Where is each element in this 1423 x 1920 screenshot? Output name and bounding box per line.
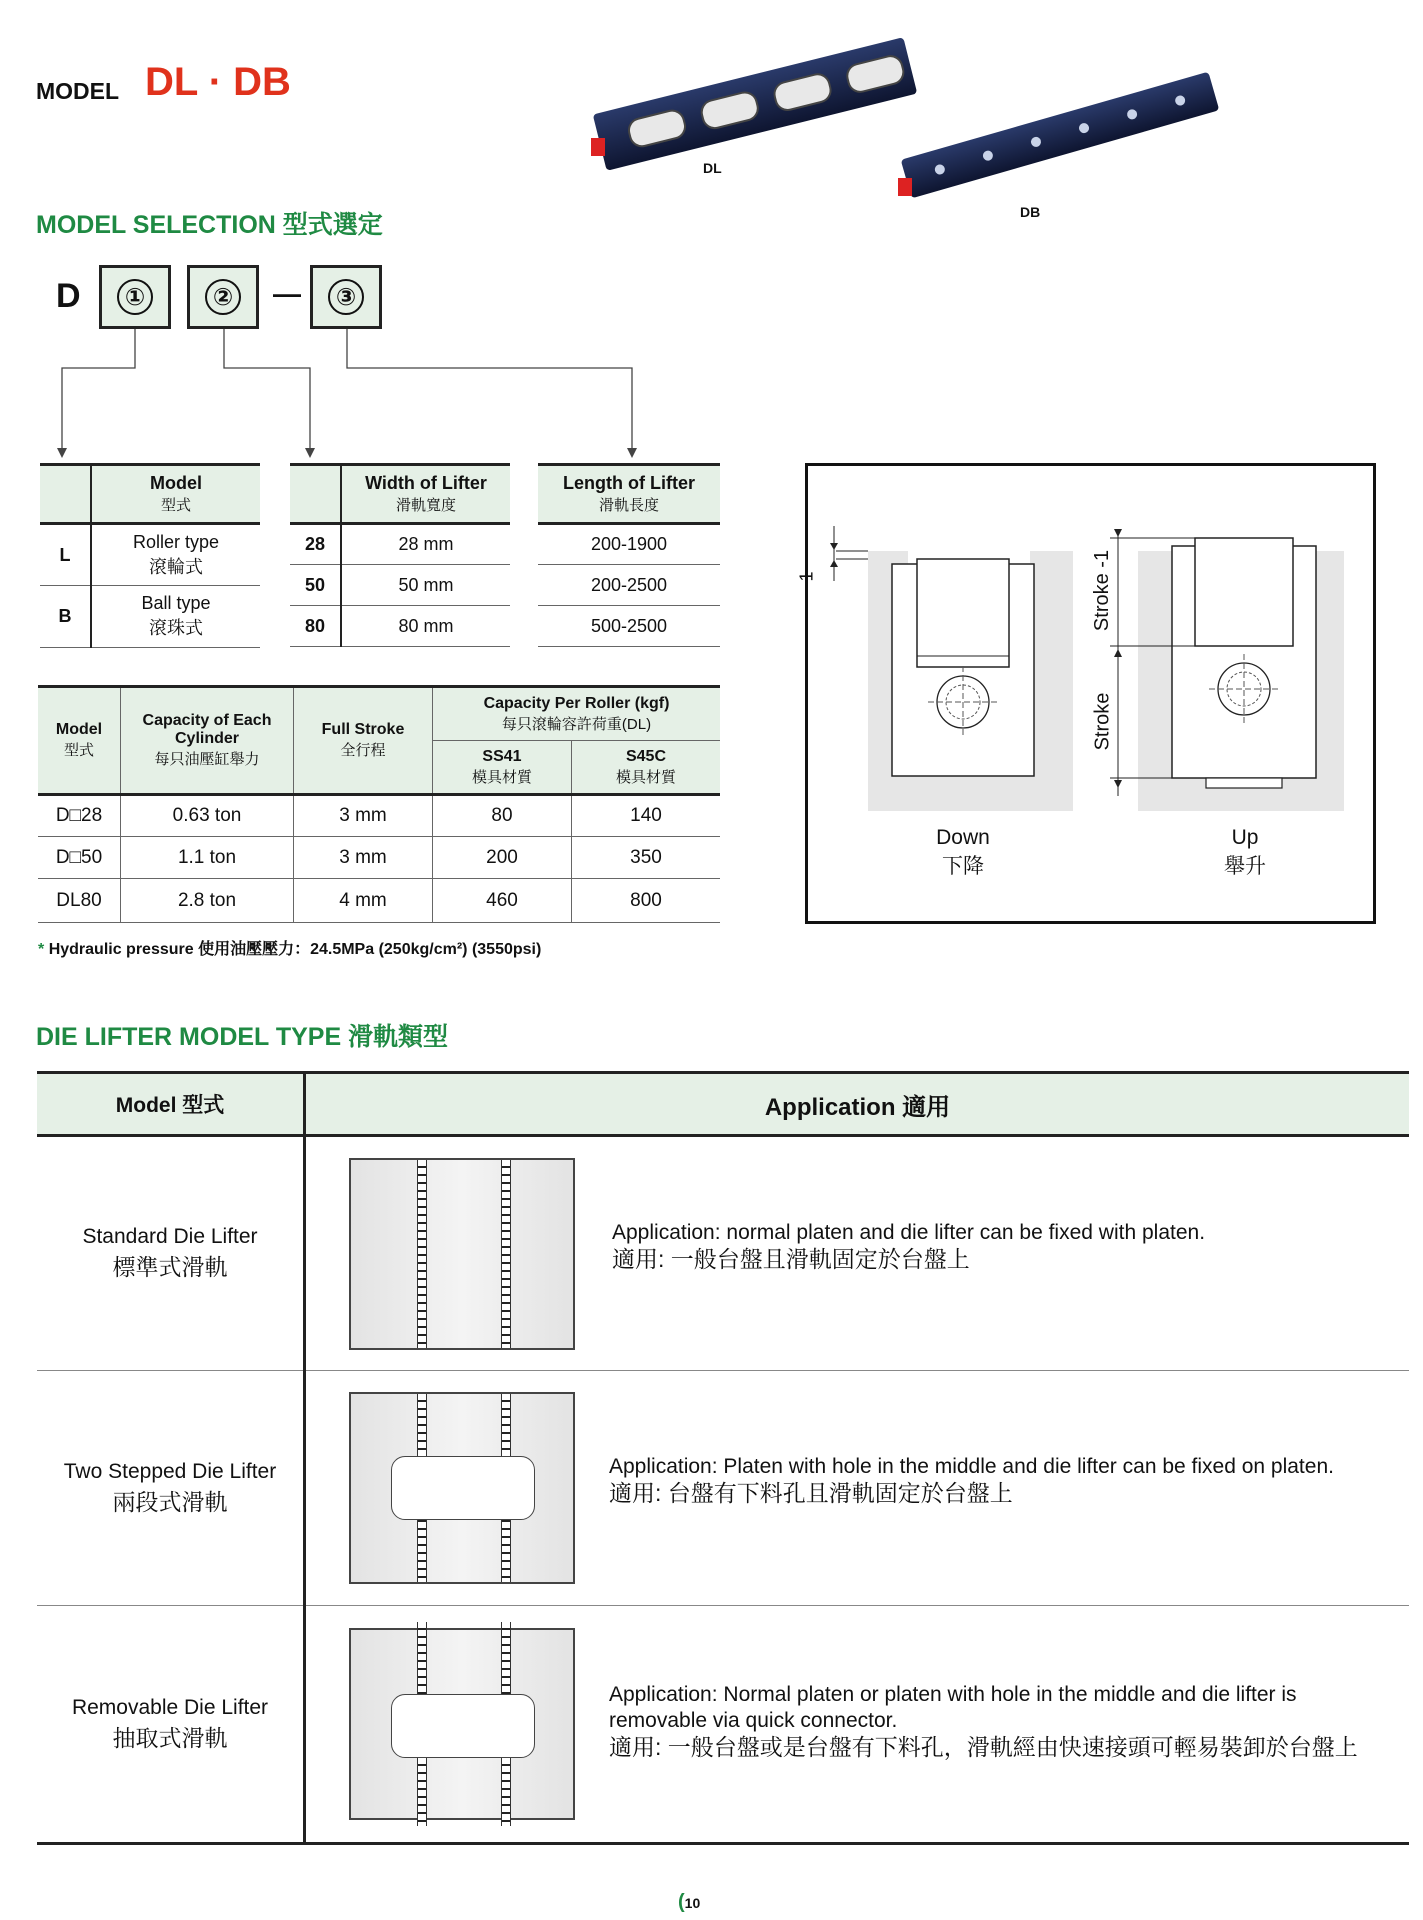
down-en: Down — [936, 826, 990, 849]
application-en: Application: Platen with hole in the middle and die lifter can be fixed on platen. — [609, 1455, 1334, 1478]
length-value: 200-1900 — [538, 524, 720, 565]
code-dash: — — [273, 278, 301, 309]
cap-cylinder: 1.1 ton — [121, 837, 294, 879]
stroke-minus-label: Stroke -1 — [1091, 549, 1114, 632]
hydraulic-note — [38, 936, 541, 959]
cap-h-roller-en: Capacity Per Roller (kgf) — [483, 694, 670, 712]
type-header-model: Model 型式 — [37, 1073, 305, 1136]
slot-number: ② — [205, 279, 241, 315]
model-code-b: B — [40, 586, 91, 648]
application-en: Application: normal platen and die lifter can be fixed with platen. — [612, 1220, 1206, 1244]
capacity-table — [38, 685, 720, 923]
dim-one-label: 1 — [796, 571, 817, 582]
model-header-en: Model — [150, 473, 202, 493]
application-zh: 適用: 台盤有下料孔且滑軌固定於台盤上 — [609, 1480, 1013, 1506]
width-header-zh: 滑軌寬度 — [395, 497, 456, 514]
cap-h-ss41-zh: 模具材質 — [471, 768, 532, 786]
type-name-en: Two Stepped Die Lifter — [63, 1459, 277, 1483]
type-name-zh: 標準式滑軌 — [112, 1254, 228, 1280]
removable-platen-figure — [349, 1628, 575, 1820]
cap-ss41: 80 — [433, 795, 572, 837]
standard-platen-figure — [349, 1158, 575, 1350]
cap-h-roller-zh: 每只滾輪容許荷重(DL) — [501, 715, 652, 733]
length-header-en: Length of Lifter — [563, 473, 695, 493]
length-value: 200-2500 — [538, 565, 720, 606]
type-removable — [37, 1606, 305, 1844]
model-selection-title: MODEL SELECTION 型式選定 — [36, 211, 383, 239]
type-header-application: Application 適用 — [305, 1073, 1410, 1136]
down-zh: 下降 — [942, 855, 984, 878]
cap-h-model-zh: 型式 — [63, 742, 94, 759]
db-photo-label: DB — [1020, 204, 1041, 220]
stroke-label: Stroke — [1091, 692, 1114, 751]
cap-h-stroke-zh: 全行程 — [340, 742, 386, 759]
cap-h-ss41: SS41 — [482, 747, 522, 765]
type-name-en: Removable Die Lifter — [71, 1695, 269, 1719]
width-value: 28 mm — [341, 524, 510, 565]
width-code: 50 — [290, 565, 341, 606]
application-en-cont: removable via quick connector. — [609, 1709, 898, 1732]
note-text: Hydraulic pressure 使用油壓壓力：24.5MPa (250kg/cm²) (3550psi) — [48, 941, 542, 958]
page-number: (10 — [678, 1891, 701, 1913]
type-name-zh: 抽取式滑軌 — [112, 1724, 228, 1751]
model-code-l: L — [40, 524, 91, 586]
type-two-stepped-application — [305, 1371, 1410, 1606]
selection-connector-lines — [0, 0, 800, 470]
dl-photo-label: DL — [703, 160, 722, 176]
cap-model: D□50 — [38, 837, 121, 879]
page-number-value: 10 — [684, 1895, 701, 1911]
two-stepped-platen-figure — [349, 1392, 575, 1584]
model-type-table — [37, 1071, 1409, 1845]
up-zh: 舉升 — [1224, 855, 1266, 878]
type-standard — [37, 1136, 305, 1371]
slot-number: ① — [117, 279, 153, 315]
cap-stroke: 3 mm — [294, 795, 433, 837]
cap-stroke: 3 mm — [294, 837, 433, 879]
model-ball-en: Ball type — [141, 593, 211, 613]
cap-h-stroke-en: Full Stroke — [321, 721, 405, 738]
cap-cylinder: 0.63 ton — [121, 795, 294, 837]
type-removable-application — [305, 1606, 1410, 1844]
length-value: 500-2500 — [538, 606, 720, 647]
down-label — [908, 826, 1018, 880]
cap-h-s45c-zh: 模具材質 — [615, 768, 676, 786]
width-code: 28 — [290, 524, 341, 565]
width-header-en: Width of Lifter — [365, 473, 487, 493]
cap-model: D□28 — [38, 795, 121, 837]
width-code: 80 — [290, 606, 341, 647]
cap-s45c: 800 — [572, 879, 721, 923]
db-product-photo — [890, 60, 1230, 210]
cap-s45c: 350 — [572, 837, 721, 879]
note-star: * — [38, 941, 45, 958]
cap-h-cylinder-zh: 每只油壓缸舉力 — [154, 751, 260, 768]
model-prefix: MODEL — [36, 78, 120, 104]
application-zh: 適用: 一般台盤或是台盤有下料孔，滑軌經由快速接頭可輕易裝卸於台盤上 — [609, 1734, 1358, 1760]
type-name-zh: 兩段式滑軌 — [112, 1488, 228, 1515]
width-value: 80 mm — [341, 606, 510, 647]
model-roller-zh: 滾輪式 — [149, 556, 203, 577]
page-title: DL · DB — [145, 60, 291, 104]
model-header-zh: 型式 — [160, 497, 191, 514]
up-en: Up — [1231, 826, 1259, 849]
application-text — [612, 1220, 1205, 1272]
type-standard-application — [305, 1136, 1410, 1371]
type-two-stepped — [37, 1371, 305, 1606]
application-zh: 適用: 一般台盤且滑軌固定於台盤上 — [612, 1245, 970, 1272]
length-table — [538, 463, 720, 647]
model-roller-en: Roller type — [132, 531, 220, 552]
code-prefix: D — [56, 277, 81, 315]
cap-model: DL80 — [38, 879, 121, 923]
model-table — [40, 463, 260, 648]
model-type-title: DIE LIFTER MODEL TYPE 滑軌類型 — [36, 1023, 449, 1051]
cap-ss41: 200 — [433, 837, 572, 879]
cap-stroke: 4 mm — [294, 879, 433, 923]
stroke-diagram — [796, 463, 1376, 924]
application-text — [609, 1454, 1334, 1506]
cap-cylinder: 2.8 ton — [121, 879, 294, 923]
application-text — [609, 1682, 1358, 1760]
cap-s45c: 140 — [572, 795, 721, 837]
width-table — [290, 463, 510, 647]
cap-h-s45c: S45C — [625, 747, 667, 765]
cap-h-cylinder-en: Capacity of Each Cylinder — [142, 712, 272, 747]
cap-h-model-en: Model — [55, 721, 103, 738]
type-name-en: Standard Die Lifter — [82, 1225, 258, 1248]
slot-number: ③ — [328, 279, 364, 315]
width-value: 50 mm — [341, 565, 510, 606]
cap-ss41: 460 — [433, 879, 572, 923]
model-ball-zh: 滾珠式 — [149, 618, 203, 638]
application-en: Application: Normal platen or platen with hole in the middle and die lifter is — [609, 1683, 1297, 1706]
up-label — [1190, 826, 1300, 880]
length-header-zh: 滑軌長度 — [598, 497, 659, 514]
